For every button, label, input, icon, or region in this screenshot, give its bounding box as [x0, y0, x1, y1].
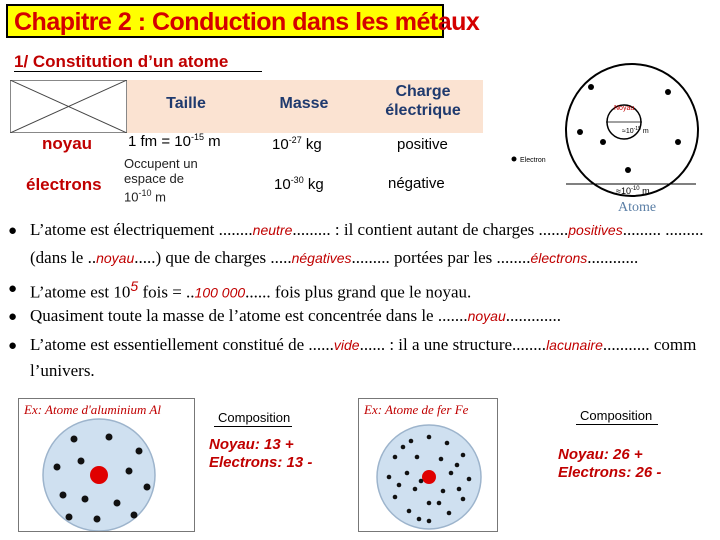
aluminium-noyau: Noyau: 13 + — [209, 436, 294, 453]
example-fer-panel — [358, 398, 498, 532]
bullet-4-text-a: Quasiment toute la masse de l’atome est concentrée dans le ....... — [30, 306, 468, 325]
composition-fer — [558, 446, 661, 482]
electron-dot — [427, 435, 432, 440]
electron-dot — [449, 471, 454, 476]
noyau-taille — [128, 132, 221, 150]
title-banner — [6, 4, 480, 38]
electron-dot — [106, 434, 113, 441]
bullet-5-text-b: ...... : il a une structure........ — [359, 335, 547, 354]
electron-dot — [625, 167, 631, 173]
header-charge-line1: Charge — [395, 83, 451, 100]
noyau-taille-base: 1 fm = 10 — [128, 133, 191, 150]
noyau-masse-exp: -27 — [288, 135, 302, 145]
aluminium-nucleus — [90, 466, 108, 484]
composition-label-aluminium: Composition — [218, 410, 291, 425]
noyau-charge: positive — [397, 136, 448, 153]
electrons-masse-exp: -30 — [290, 175, 304, 185]
electron-sample-dot — [512, 157, 517, 162]
atom-size-unit: m — [639, 186, 650, 196]
electron-dot — [66, 514, 73, 521]
answer-lacunaire: lacunaire — [546, 337, 603, 353]
bullet-2 — [30, 278, 471, 303]
electron-dot — [461, 453, 466, 458]
electrons-taille-exp: -10 — [138, 188, 152, 198]
nucleus-size-exp: -15 — [633, 126, 641, 132]
header-taille: Taille — [166, 95, 206, 112]
electron-dot — [136, 448, 143, 455]
fer-noyau: Noyau: 26 + — [558, 446, 643, 463]
bullet-4-text-b: ............. — [505, 306, 562, 325]
bullet-icon: ● — [8, 222, 18, 239]
section-underline — [14, 71, 262, 72]
electron-dot — [407, 509, 412, 514]
electron-dot — [393, 455, 398, 460]
composition-underline — [576, 424, 658, 425]
noyau-taille-exp: -15 — [190, 132, 204, 142]
row-label-electrons: électrons — [26, 175, 102, 194]
electron-dot — [131, 512, 138, 519]
electron-dot — [588, 84, 594, 90]
electrons-charge: négative — [388, 175, 445, 192]
electron-dot — [665, 89, 671, 95]
electrons-masse-unit: kg — [303, 176, 324, 193]
bullet-2-text-d: ............ — [587, 248, 639, 267]
header-masse: Masse — [279, 95, 329, 112]
electron-dot — [114, 500, 121, 507]
bullet-1-text-a: L’atome est électriquement ........ — [30, 220, 253, 239]
nucleus-label: Noyau — [614, 105, 635, 112]
header-charge-line2: électrique — [385, 102, 461, 119]
electron-dot — [427, 519, 432, 524]
electron-dot — [78, 458, 85, 465]
example-aluminium-panel — [18, 398, 195, 532]
electron-dot — [600, 139, 606, 145]
atom-size-exp: -10 — [630, 186, 640, 192]
electron-dot — [445, 441, 450, 446]
noyau-masse — [272, 135, 322, 153]
electron-dot — [393, 495, 398, 500]
electron-dot — [417, 517, 422, 522]
bullet-4-cont: l’univers. — [30, 361, 95, 380]
bullet-4 — [30, 335, 696, 355]
bullet-1 — [30, 220, 703, 240]
bullet-5-text-a: L’atome est essentiellement constitué de ...... — [30, 335, 334, 354]
electron-dot — [467, 477, 472, 482]
answer-100000: 100 000 — [194, 284, 246, 301]
bullet-2-text-a: (dans le .. — [30, 248, 97, 267]
noyau-masse-base: 10 — [272, 136, 289, 153]
corner-cross — [10, 80, 127, 133]
answer-positives: positives — [568, 222, 623, 238]
electron-dot — [455, 463, 460, 468]
example-aluminium-title: Ex: Atome d'aluminium Al — [24, 402, 161, 417]
answer-negatives: négatives — [291, 250, 352, 266]
electron-dot — [577, 129, 583, 135]
page-title: Chapitre 2 : Conduction dans les métaux — [14, 8, 480, 36]
electron-dot — [387, 475, 392, 480]
bullet-2-text-b: .....) que de charges ..... — [134, 248, 292, 267]
electron-dot — [54, 464, 61, 471]
electrons-taille — [124, 156, 234, 204]
electron-dot — [675, 139, 681, 145]
bullet-icon: ● — [8, 337, 18, 354]
noyau-taille-unit: m — [203, 133, 221, 150]
electron-dot — [397, 483, 402, 488]
bullet-5-text-c: ........... comm — [602, 335, 697, 354]
bullet-3-text-b: fois = .. — [138, 282, 195, 302]
electron-dot — [415, 455, 420, 460]
electron-dot — [126, 468, 133, 475]
electrons-taille-line3 — [124, 186, 234, 204]
bullet-1-cont — [30, 248, 638, 268]
fer-nucleus — [422, 470, 436, 484]
electron-dot — [144, 484, 151, 491]
electrons-taille-line2: espace de — [124, 171, 184, 186]
aluminium-electrons: Electrons: 13 - — [209, 454, 313, 471]
example-fer-title: Ex: Atome de fer Fe — [364, 402, 469, 417]
nucleus-size-unit: m — [640, 128, 649, 135]
electron-dot — [71, 436, 78, 443]
bullet-1-text-c: ......... ......... — [622, 220, 704, 239]
composition-label-fer: Composition — [580, 408, 653, 423]
section-heading: 1/ Constitution d’un atome — [14, 52, 229, 71]
table-empty-corner — [10, 80, 127, 133]
electron-dot — [413, 487, 418, 492]
bullet-2-text-c: ......... portées par les ........ — [351, 248, 531, 267]
electrons-masse — [274, 175, 324, 193]
electron-dot — [439, 457, 444, 462]
electron-dot — [447, 511, 452, 516]
electron-dot — [457, 487, 462, 492]
electron-dot — [441, 489, 446, 494]
electron-dot — [60, 492, 67, 499]
answer-exponent: 5 — [130, 278, 139, 294]
bullet-1-text-b: ......... : il contient autant de charges ....... — [292, 220, 569, 239]
answer-vide: vide — [333, 337, 360, 353]
atom-caption: Atome — [618, 200, 657, 215]
aluminium-atom — [19, 399, 194, 531]
electron-dot — [82, 496, 89, 503]
bullet-3 — [30, 306, 561, 326]
answer-electrons: électrons — [530, 250, 588, 266]
fer-atom — [359, 399, 497, 531]
header-charge — [363, 82, 483, 120]
composition-aluminium — [209, 436, 312, 472]
fer-electrons: Electrons: 26 - — [558, 464, 662, 481]
nucleus-size-base: ≈10 — [622, 128, 634, 135]
electron-dot — [401, 445, 406, 450]
atom-diagram — [508, 42, 718, 220]
atom-size-base: ≈10 — [616, 186, 631, 196]
answer-noyau-2: noyau — [467, 308, 506, 324]
answer-neutre: neutre — [252, 222, 293, 238]
bullet-icon: ● — [8, 308, 18, 325]
bullet-icon: ● — [8, 280, 18, 297]
electron-dot — [405, 471, 410, 476]
answer-noyau: noyau — [96, 250, 135, 266]
electron-dot — [437, 501, 442, 506]
electron-dot — [94, 516, 101, 523]
electron-dot — [427, 501, 432, 506]
row-label-noyau: noyau — [42, 134, 93, 153]
electrons-masse-base: 10 — [274, 176, 291, 193]
table-header — [127, 80, 483, 133]
bullet-3-text-c: ...... fois plus grand que le noyau. — [245, 282, 472, 302]
electrons-taille-base: 10 — [124, 189, 139, 205]
electron-label: Electron — [520, 157, 546, 164]
composition-underline — [214, 426, 292, 427]
electrons-taille-unit: m — [151, 189, 166, 205]
electron-dot — [409, 439, 414, 444]
electron-dot — [419, 479, 424, 484]
electron-dot — [461, 497, 466, 502]
bullet-3-text-a: L’atome est 10 — [30, 282, 131, 302]
electrons-taille-line1: Occupent un — [124, 156, 198, 171]
noyau-masse-unit: kg — [301, 136, 322, 153]
